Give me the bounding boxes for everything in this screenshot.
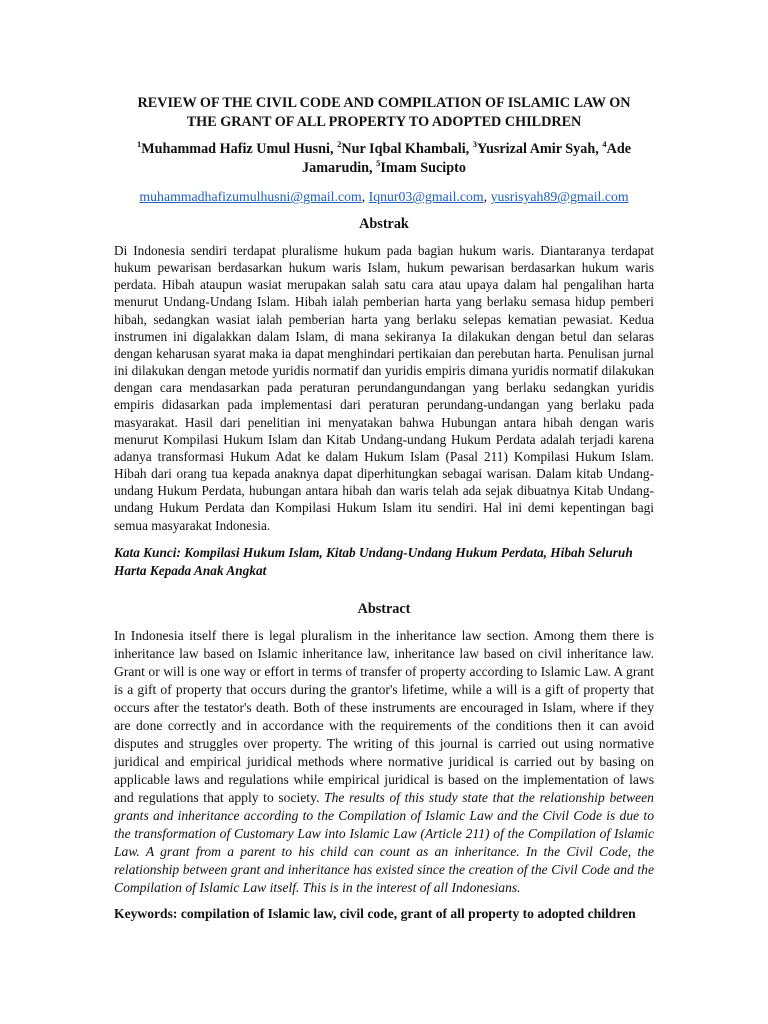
abstrak-heading: Abstrak bbox=[359, 216, 409, 232]
email-link[interactable]: yusrisyah89@gmail.com bbox=[490, 189, 629, 204]
paper-title bbox=[114, 94, 654, 132]
author-affiliation-mark: 3 bbox=[472, 139, 477, 149]
author-affiliation-mark: 1 bbox=[136, 139, 142, 149]
email-link[interactable]: Iqnur03@gmail.com bbox=[368, 189, 484, 204]
author-name: Muhammad Hafiz Umul Husni, bbox=[141, 141, 338, 157]
author-name: Yusrizal Amir Syah, bbox=[477, 141, 603, 157]
abstrak-text: Di Indonesia sendiri terdapat pluralisme hukum pada bagian hukum waris. Diantaranya terdapat hukum pewarisan berdasarkan hukum waris Islam, hukum pewarisan berdasarkan hukum waris perdata. Hibah ataupun wasiat merupakan salah satu cara atau upaya dalam hal pengalihan harta menurut Undang-Undang Islam. Hibah ialah pemberian harta yang berlaku semasa hidup pemberi hibah, sedangkan wasiat ialah pemberian harta yang berlaku selepas kematian pewasiat. Kedua instrumen ini digalakkan dalam Islam, di mana sekiranya Ia dilakukan dengan betul dan selaras dengan keharusan syarat maka ia dapat menghindari pertikaian dan perebutan harta. Penulisan jurnal ini dilakukan dengan metode yuridis normatif dan yuridis empiris dimana yuridis normatif dilakukan dengan cara mendasarkan pada peraturan perundangundangan yang berlaku sedangkan yuridis empiris didasarkan pada implementasi dari peraturan perundang-undangan yang berlaku pada masyarakat. Hasil dari penelitian ini menyatakan bahwa Hubungan antara hibah dengan waris menurut Kompilasi Hukum Islam dan Kitab Undang-undang Hukum Perdata adalah terjadi karena adanya transformasi Hukum Adat ke dalam Hukum Islam (Pasal 211) Kompilasi Hukum Islam. Hibah dari orang tua kepada anaknya dapat diperhitungkan sebagai warisan. Dalam kitab Undang-undang Hukum Perdata, hubungan antara hibah dan waris telah ada sejak dibuatnya Kitab Undang-undang Hukum Perdata dan Kompilasi Hukum Islam itu sendiri. Hal ini demi kepentingan bagi semua masyarakat Indonesia. bbox=[114, 243, 654, 533]
author-affiliation-mark: 2 bbox=[337, 139, 342, 149]
kata-kunci: Kata Kunci: Kompilasi Hukum Islam, Kitab Undang-Undang Hukum Perdata, Hibah Seluruh Harta Kepada Anak Angkat bbox=[114, 544, 633, 578]
abstract-heading: Abstract bbox=[357, 600, 411, 617]
email-separator: , bbox=[361, 189, 369, 204]
keywords: Keywords: compilation of Islamic law, civil code, grant of all property to adopted children bbox=[114, 905, 636, 921]
title-line-2: THE GRANT OF ALL PROPERTY TO ADOPTED CHILDREN bbox=[186, 114, 582, 130]
author-affiliation-mark: 5 bbox=[376, 158, 381, 168]
abstract-regular-text: In Indonesia itself there is legal pluralism in the inheritance law section. Among them there is inheritance law based on Islamic inheritance law, inheritance law based on civil inheritance law. Grant or will is one way or effort in terms of transfer of property according to Islamic Law. A grant is a gift of property that occurs during the grantor's lifetime, while a will is a gift of property that occurs after the testator's death. Both of these instruments are encouraged in Islam, where if they are done correctly and in accordance with the requirements of the conditions then it can avoid disputes and struggles over property. The writing of this journal is carried out using normative juridical and empirical juridical methods where normative juridical is carried out by basing on applicable laws and regulations while empirical juridical is based on the implementation of laws and regulations that apply to society. bbox=[114, 627, 654, 805]
email-link[interactable]: muhammadhafizumulhusni@gmail.com bbox=[139, 189, 362, 204]
abstract-text bbox=[114, 627, 654, 897]
author-name: Nur Iqbal Khambali, bbox=[341, 141, 473, 157]
abstract-italic-text: The results of this study state that the relationship between grants and inheritance according to the Compilation of Islamic Law and the Civil Code is due to the transformation of Customary Law into Islamic Law (Article 211) of the Compilation of Islamic Law. A grant from a parent to his child can count as an inheritance. In the Civil Code, the relationship between grant and inheritance has existed since the creation of the Civil Code and the Compilation of Islamic Law itself. This is in the interest of all Indonesians. bbox=[114, 789, 654, 895]
email-list bbox=[114, 187, 654, 206]
author-name: Imam Sucipto bbox=[380, 160, 466, 176]
title-line-1: REVIEW OF THE CIVIL CODE AND COMPILATION OF ISLAMIC LAW ON bbox=[137, 95, 631, 111]
email-separator: , bbox=[483, 189, 491, 204]
author-list bbox=[114, 140, 654, 178]
author-name: Ade Jamarudin, bbox=[302, 141, 632, 176]
author-affiliation-mark: 4 bbox=[602, 139, 607, 149]
